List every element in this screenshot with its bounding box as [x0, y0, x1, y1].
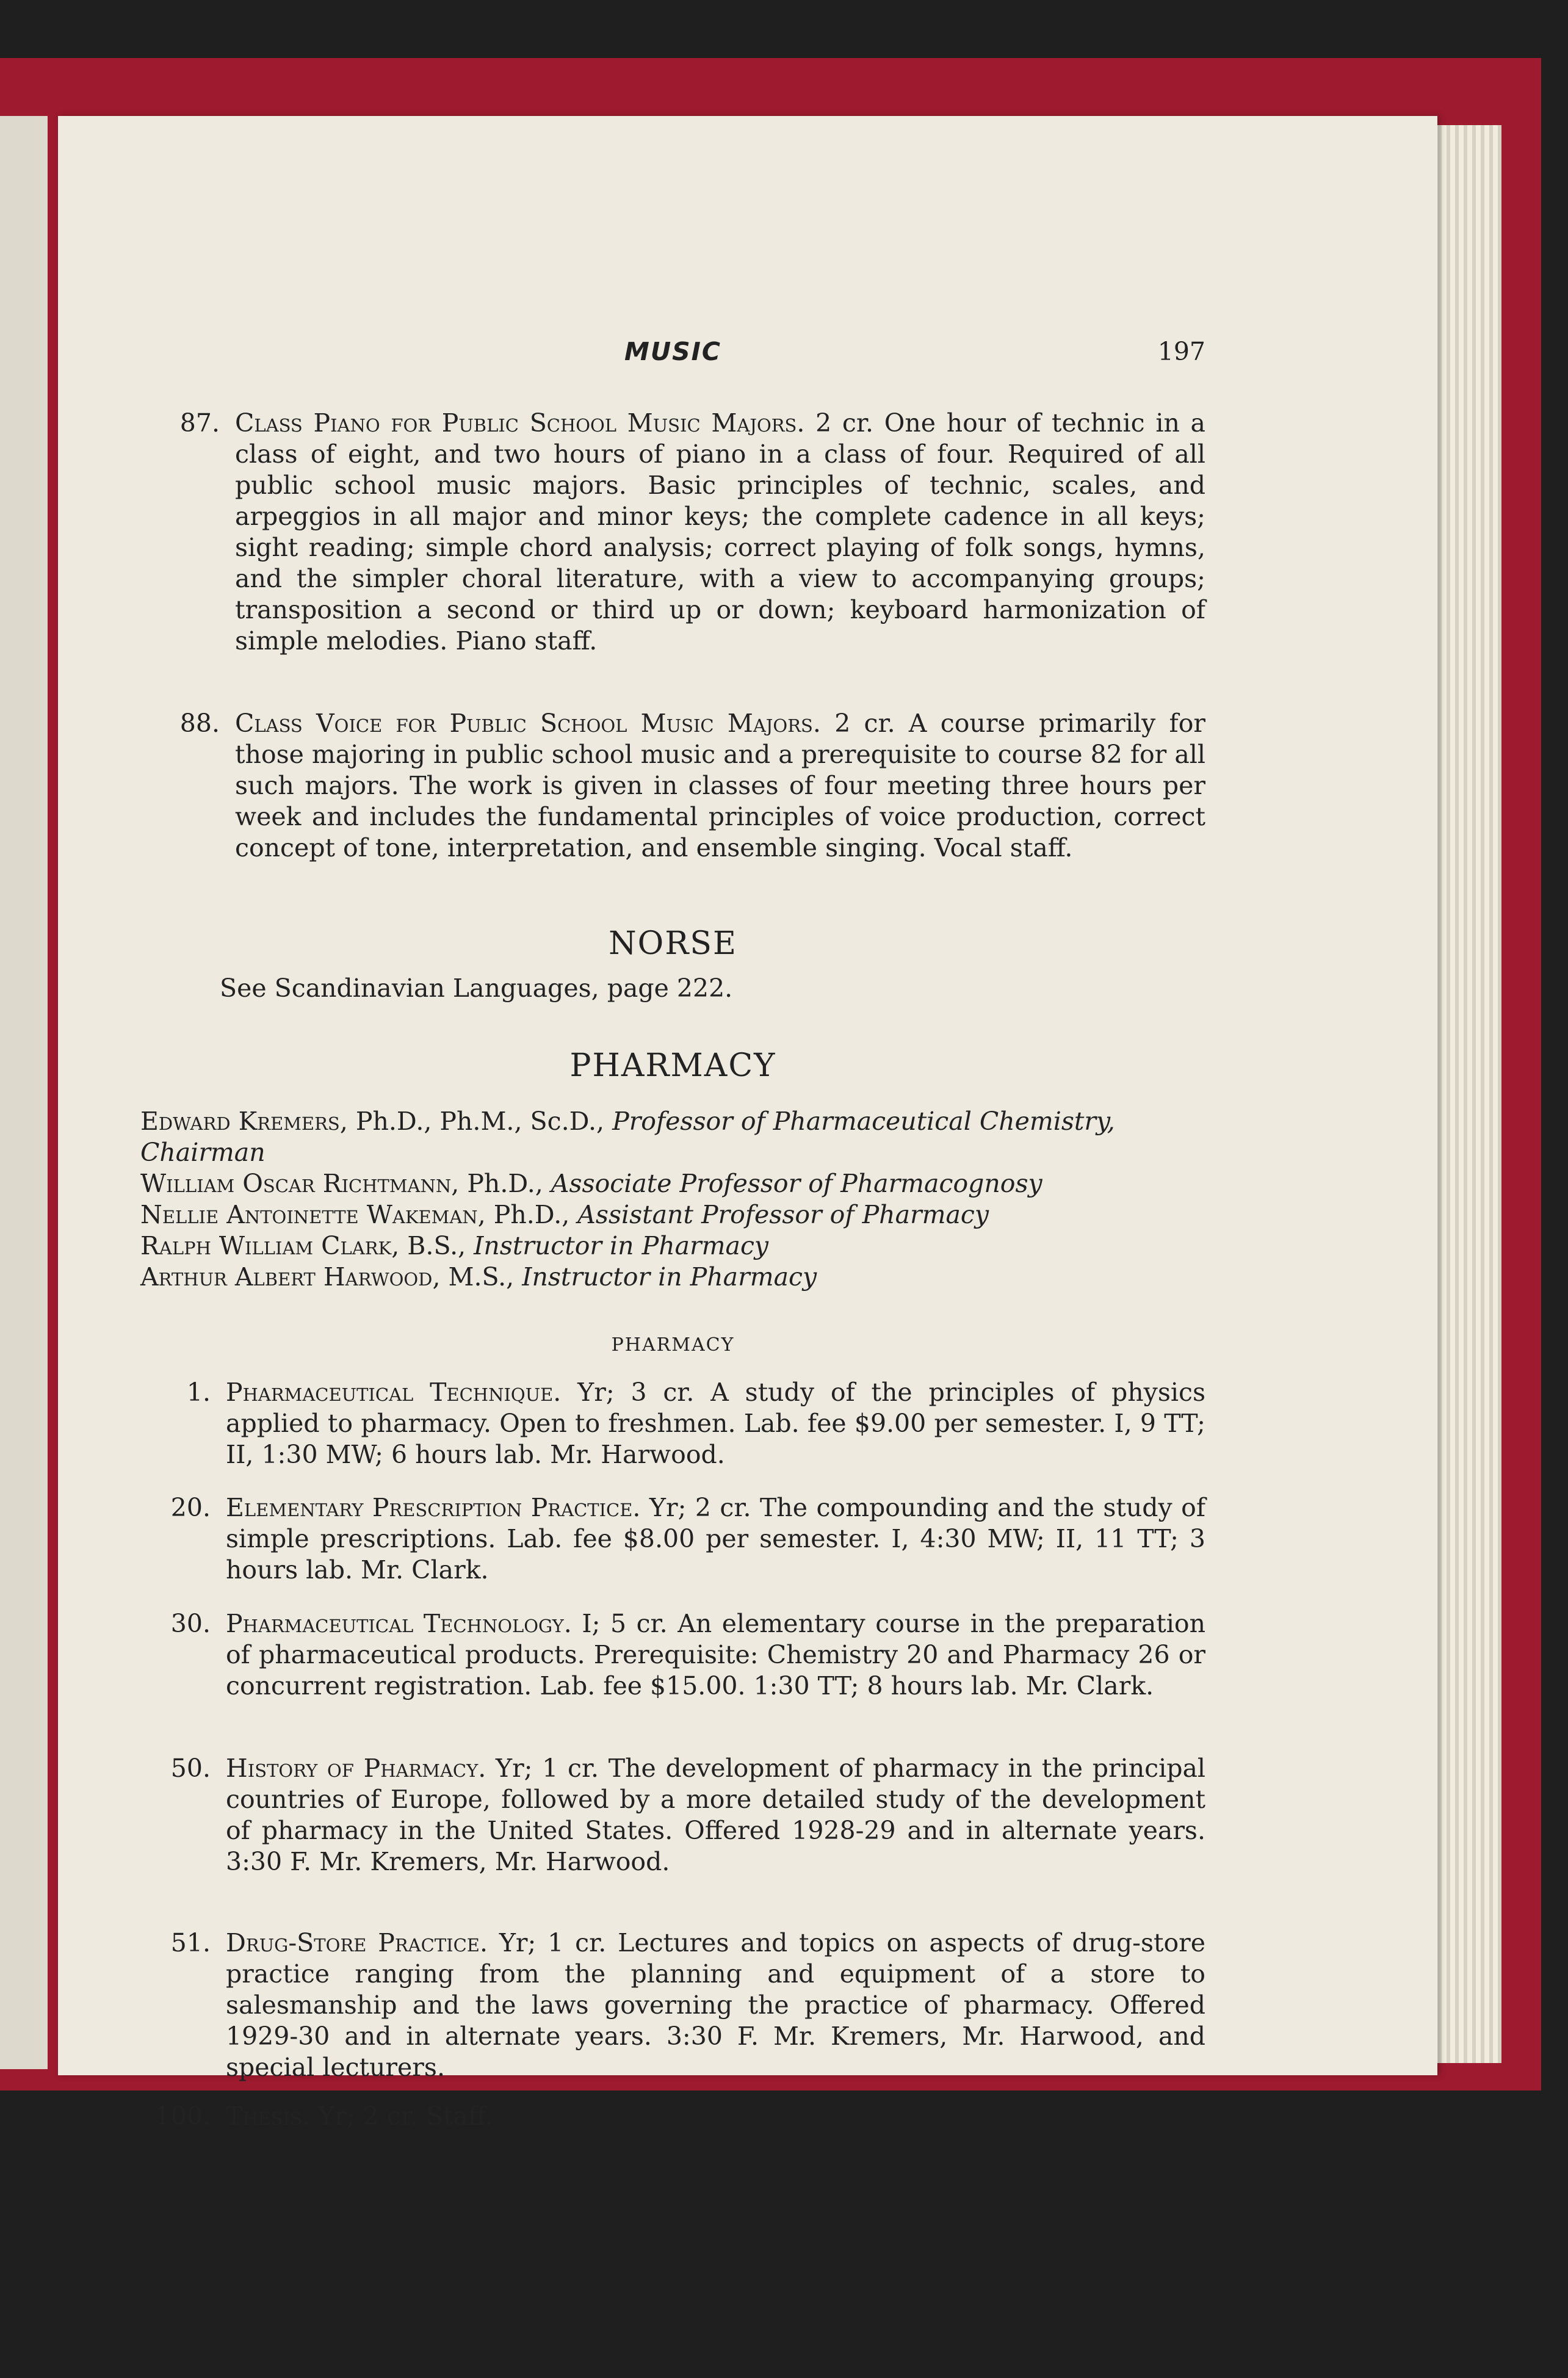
faculty-name: Arthur Albert Harwood	[140, 1262, 433, 1292]
course-title: Class Voice for Public School Music Majors.	[235, 709, 821, 738]
course-entry	[170, 1753, 1206, 1877]
course-title: History of Pharmacy.	[226, 1754, 486, 1783]
running-head	[140, 337, 1205, 374]
course-description: Yr; 1 cr. The development of pharmacy in the principal countries of Europe, followed by a more detailed study of the development of pharmacy in the United States. Offered 1928-29 and in alternate years. 3:30 F. Mr. Kremers, Mr. Harwood.	[226, 1754, 1206, 1876]
course-description: Yr; 1 cr. Lectures and topics on aspects of drug-store practice ranging from the planning and equipment of a store to salesmanship and the laws governing the practice of pharmacy. Offered 1929-30 and in alternate years. 3:30 F. Mr. Kremers, Mr. Harwood, and special lecturers.	[226, 1928, 1206, 2082]
faculty-title: Instructor in Pharmacy	[474, 1231, 769, 1260]
facing-page-edge	[0, 116, 48, 2069]
faculty-member	[140, 1168, 1215, 1199]
faculty-member	[140, 1106, 1215, 1168]
faculty-member	[140, 1231, 1215, 1262]
course-number: 50.	[170, 1754, 211, 1783]
course-description: Yr; 3 cr. A study of the principles of physics applied to pharmacy. Open to freshmen. Lab. fee $9.00 per semester. I, 9 TT; II, 1:30 MW; 6 hours lab. Mr. Harwood.	[226, 1378, 1205, 1469]
course-description: Yr; 2 cr. The compounding and the study of simple prescriptions. Lab. fee $8.00 per semester. I, 4:30 MW; II, 11 TT; 3 hours lab. Mr. Clark.	[226, 1493, 1205, 1585]
page-number: 197	[1157, 337, 1205, 366]
course-title: Elementary Prescription Practice.	[226, 1493, 641, 1522]
faculty-degrees: , Ph.D.,	[451, 1169, 551, 1198]
section-heading-norse: NORSE	[609, 925, 737, 962]
course-entry	[154, 2101, 1205, 2132]
course-description: I; 5 cr. An elementary course in the preparation of pharmaceutical products. Prerequisite: Chemistry 20 and Pharmacy 26 or concurrent registration. Lab. fee $15.00. 1:30 TT; 8 hours lab. Mr. Clark.	[226, 1609, 1205, 1700]
course-entry	[186, 1377, 1205, 1470]
faculty-degrees: , Ph.D., Ph.M., Sc.D.,	[339, 1107, 613, 1136]
course-list-subheading: PHARMACY	[611, 1334, 735, 1356]
course-entry	[179, 408, 1205, 657]
course-description: 2 cr. One hour of technic in a class of eight, and two hours of piano in a class of four. Required of all public school music majors. Basic principles of technic, scales, and arpeggios in all major and minor keys; the complete cadence in all keys; sight reading; simple chord analysis; correct playing of folk songs, hymns, and the simpler choral literature, with a view to accompanying groups; transposition a second or third up or down; keyboard harmonization of simple melodies. Piano staff.	[235, 408, 1205, 656]
faculty-name: Edward Kremers	[140, 1107, 340, 1136]
faculty-degrees: , M.S.,	[432, 1262, 522, 1292]
running-head-title: MUSIC	[624, 337, 721, 366]
course-description: Yr; 2 cr. Staff.	[310, 2102, 493, 2131]
course-entry	[170, 1492, 1205, 1586]
faculty-title: Associate Professor of Pharmacognosy	[551, 1169, 1042, 1198]
faculty-name: William Oscar Richtmann	[140, 1169, 452, 1198]
course-description: 2 cr. A course primarily for those majoring in public school music and a prerequisite to course 82 for all such majors. The work is given in classes of four meeting three hours per week and includes the fundamental principles of voice production, correct concept of tone, interpretation, and ensemble singing. Vocal staff.	[235, 709, 1205, 862]
faculty-name: Ralph William Clark	[140, 1231, 392, 1260]
course-entry	[179, 708, 1205, 864]
course-number: 51.	[170, 1928, 211, 1957]
course-title: Drug-Store Practice.	[226, 1928, 488, 1957]
course-number: 1.	[186, 1378, 211, 1407]
faculty-name: Nellie Antoinette Wakeman	[140, 1200, 478, 1229]
section-heading-pharmacy: PHARMACY	[569, 1047, 776, 1084]
faculty-degrees: , Ph.D.,	[477, 1200, 578, 1229]
faculty-title: Assistant Professor of Pharmacy	[577, 1200, 989, 1229]
course-number: 88.	[179, 709, 220, 738]
faculty-list	[140, 1106, 1215, 1293]
course-title: Pharmaceutical Technique.	[226, 1378, 562, 1407]
faculty-member	[140, 1199, 1215, 1231]
course-title: Pharmaceutical Technology.	[226, 1609, 572, 1638]
course-entry	[170, 1608, 1205, 1702]
course-number: 20.	[170, 1493, 211, 1522]
cross-reference: See Scandinavian Languages, page 222.	[220, 974, 733, 1003]
faculty-title: Professor of Pharmaceutical Chemistry, Chairman	[140, 1107, 1115, 1167]
course-number: 100.	[154, 2102, 211, 2131]
course-number: 30.	[170, 1609, 211, 1638]
course-title: Thesis.	[226, 2102, 311, 2131]
faculty-degrees: , B.S.,	[391, 1231, 474, 1260]
course-title: Class Piano for Public School Music Majors.	[235, 408, 805, 438]
course-entry	[170, 1928, 1206, 2083]
course-number: 87.	[179, 408, 220, 438]
faculty-member	[140, 1262, 1215, 1293]
faculty-title: Instructor in Pharmacy	[522, 1262, 817, 1292]
